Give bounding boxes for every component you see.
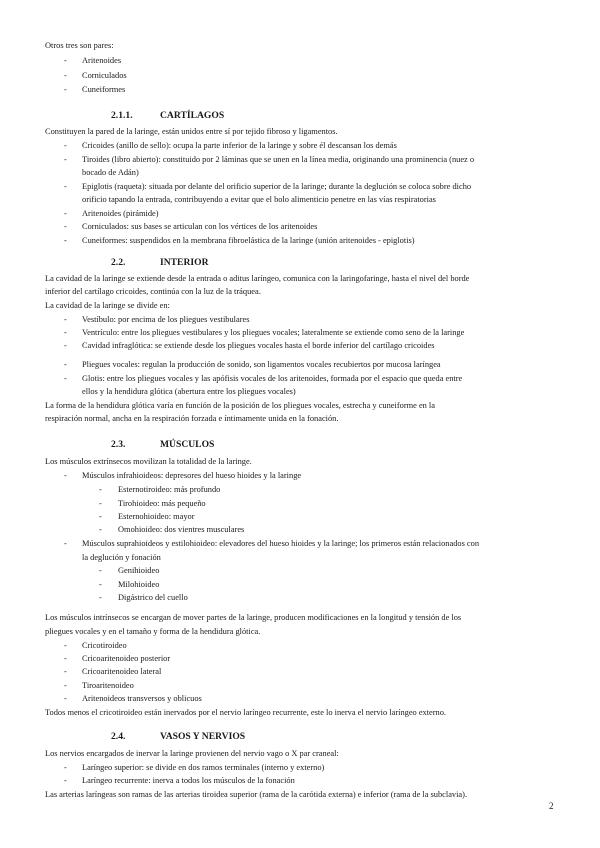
list-item: Corniculados (82, 71, 127, 80)
bullet-dash: - (64, 681, 67, 690)
bullet-dash: - (99, 512, 102, 521)
paragraph: Los músculos extrínsecos movilizan la totalidad de la laringe. (45, 457, 252, 466)
bullet-dash: - (64, 539, 67, 548)
list-item: Aritenoides (pirámide) (82, 209, 159, 218)
bullet-dash: - (64, 667, 67, 676)
list-item: Cuneiformes: suspendidos en la membrana fibroelástica de la laringe (unión aritenoides - epiglotis) (82, 236, 415, 245)
section-number: 2.2. (111, 257, 126, 268)
list-item: Vestíbulo: por encima de los pliegues vestibulares (82, 315, 250, 324)
sub-list-item: Tirohioideo: más pequeño (118, 499, 206, 508)
bullet-dash: - (64, 85, 67, 94)
list-item: Músculos infrahioideos: depresores del hueso hioides y la laringe (82, 471, 302, 480)
sub-list-item: Milohioideo (118, 580, 160, 589)
paragraph: inferior del cartílago cricoides, continúa con la luz de la tráquea. (45, 287, 261, 296)
paragraph: La forma de la hendidura glótica varía en función de la posición de los pliegues vocales, estrecha y cuneiforme en la (45, 401, 435, 410)
paragraph: Las arterias laríngeas son ramas de las arterias tiroidea superior (rama de la carótida externa) e inferior (rama de la subclavia). (45, 790, 468, 799)
sub-list-item: Esternohioideo: mayor (118, 512, 195, 521)
list-item: Cricoaritenoideo lateral (82, 667, 162, 676)
section-number: 2.3. (111, 439, 126, 450)
paragraph: pliegues vocales y en el tamaño y forma de la hendidura glótica. (45, 627, 261, 636)
section-number: 2.4. (111, 731, 126, 742)
section-title: CARTÍLAGOS (160, 110, 225, 121)
list-item: Ventrículo: entre los pliegues vestibulares y los pliegues vocales; lateralmente se extiende como seno de la laringe (82, 328, 465, 337)
bullet-dash: - (64, 654, 67, 663)
bullet-dash: - (64, 222, 67, 231)
list-item: Laríngeo recurrente: inerva a todos los músculos de la fonación (82, 776, 295, 785)
paragraph: respiración normal, ancha en la respiración forzada e íntimamente unida en la fonación. (45, 414, 339, 423)
list-item: Laríngeo superior: se divide en dos ramos terminales (interno y externo) (82, 763, 325, 772)
list-item: Corniculados: sus bases se articulan con los vértices de los aritenoides (82, 222, 318, 231)
sub-list-item: Digástrico del cuello (118, 593, 188, 602)
bullet-dash: - (99, 580, 102, 589)
paragraph: La cavidad de la laringe se extiende desde la entrada o aditus laríngeo, comunica con la laringofaringe, hasta el nivel del borde (45, 274, 470, 283)
bullet-dash: - (64, 360, 67, 369)
list-item: Músculos suprahioideos y estilohioideo: elevadores del hueso hioides y la laringe; los primeros están relacionados con (82, 539, 480, 548)
paragraph: Los músculos intrínsecos se encargan de mover partes de la laringe, producen modificaciones en la longitud y tensión de los (45, 613, 462, 622)
bullet-dash: - (64, 374, 67, 383)
section-title: INTERIOR (160, 257, 209, 268)
bullet-dash: - (64, 776, 67, 785)
paragraph: Todos menos el cricotiroideo están inervados por el nervio laríngeo recurrente, este lo inerva el nervio laríngeo externo. (45, 708, 447, 717)
bullet-dash: - (64, 471, 67, 480)
bullet-dash: - (64, 71, 67, 80)
sub-list-item: Esternotiroideo: más profundo (118, 485, 221, 494)
list-item-continuation: la deglución y fonación (82, 553, 161, 562)
bullet-dash: - (64, 182, 67, 191)
bullet-dash: - (99, 566, 102, 575)
bullet-dash: - (64, 155, 67, 164)
bullet-dash: - (99, 525, 102, 534)
sub-list-item: Genihioideo (118, 566, 160, 575)
paragraph: Constituyen la pared de la laringe, están unidos entre sí por tejido fibroso y ligamentos. (45, 127, 338, 136)
bullet-dash: - (64, 641, 67, 650)
list-item: Cricoides (anillo de sello): ocupa la parte inferior de la laringe y sobre él descansan los demás (82, 141, 397, 150)
list-item: Cricoaritenoideo posterior (82, 654, 171, 663)
list-item: Epiglotis (raqueta): situada por delante del orificio superior de la laringe; durante la deglución se coloca sobre dicho (82, 182, 472, 191)
section-number: 2.1.1. (111, 110, 133, 121)
bullet-dash: - (64, 328, 67, 337)
intro-line: Otros tres son pares: (45, 41, 114, 50)
bullet-dash: - (99, 485, 102, 494)
bullet-dash: - (64, 141, 67, 150)
bullet-dash: - (64, 763, 67, 772)
list-item-continuation: ellos y la hendidura glótica (abertura entre los pliegues vocales) (82, 387, 296, 396)
list-item: Tiroides (libro abierto): constituido por 2 láminas que se unen en la línea media, originando una prominencia (nuez o (82, 155, 475, 164)
bullet-dash: - (64, 236, 67, 245)
bullet-dash: - (64, 694, 67, 703)
list-item: Aritenoides (82, 56, 122, 65)
bullet-dash: - (64, 341, 67, 350)
list-item: Cuneiformes (82, 85, 126, 94)
section-title: MÚSCULOS (160, 439, 215, 450)
bullet-dash: - (64, 56, 67, 65)
bullet-dash: - (99, 499, 102, 508)
sub-list-item: Omohioideo: dos vientres musculares (118, 525, 245, 534)
list-item: Cavidad infraglótica: se extiende desde los pliegues vocales hasta el borde inferior del cartílago cricoides (82, 341, 435, 350)
bullet-dash: - (64, 209, 67, 218)
paragraph: La cavidad de la laringe se divide en: (45, 301, 170, 310)
list-item: Tiroaritenoideo (82, 681, 134, 690)
bullet-dash: - (99, 593, 102, 602)
list-item: Pliegues vocales: regulan la producción de sonido, son ligamentos vocales recubiertos por mucosa laríngea (82, 360, 441, 369)
bullet-dash: - (64, 315, 67, 324)
page-number: 2 (549, 801, 554, 811)
list-item-continuation: bocado de Adán) (82, 168, 139, 177)
list-item: Aritenoideos transversos y oblicuos (82, 694, 202, 703)
list-item: Cricotiroideo (82, 641, 127, 650)
paragraph: Los nervios encargados de inervar la laringe provienen del nervio vago o X par craneal: (45, 749, 339, 758)
list-item: Glotis: entre los pliegues vocales y las apófisis vocales de los aritenoides, formada por el espacio que queda entre (82, 374, 463, 383)
section-title: VASOS Y NERVIOS (160, 731, 246, 742)
list-item-continuation: orificio tapando la entrada, contribuyendo a evitar que el bolo alimenticio penetre en las vías respiratorias (82, 195, 436, 204)
